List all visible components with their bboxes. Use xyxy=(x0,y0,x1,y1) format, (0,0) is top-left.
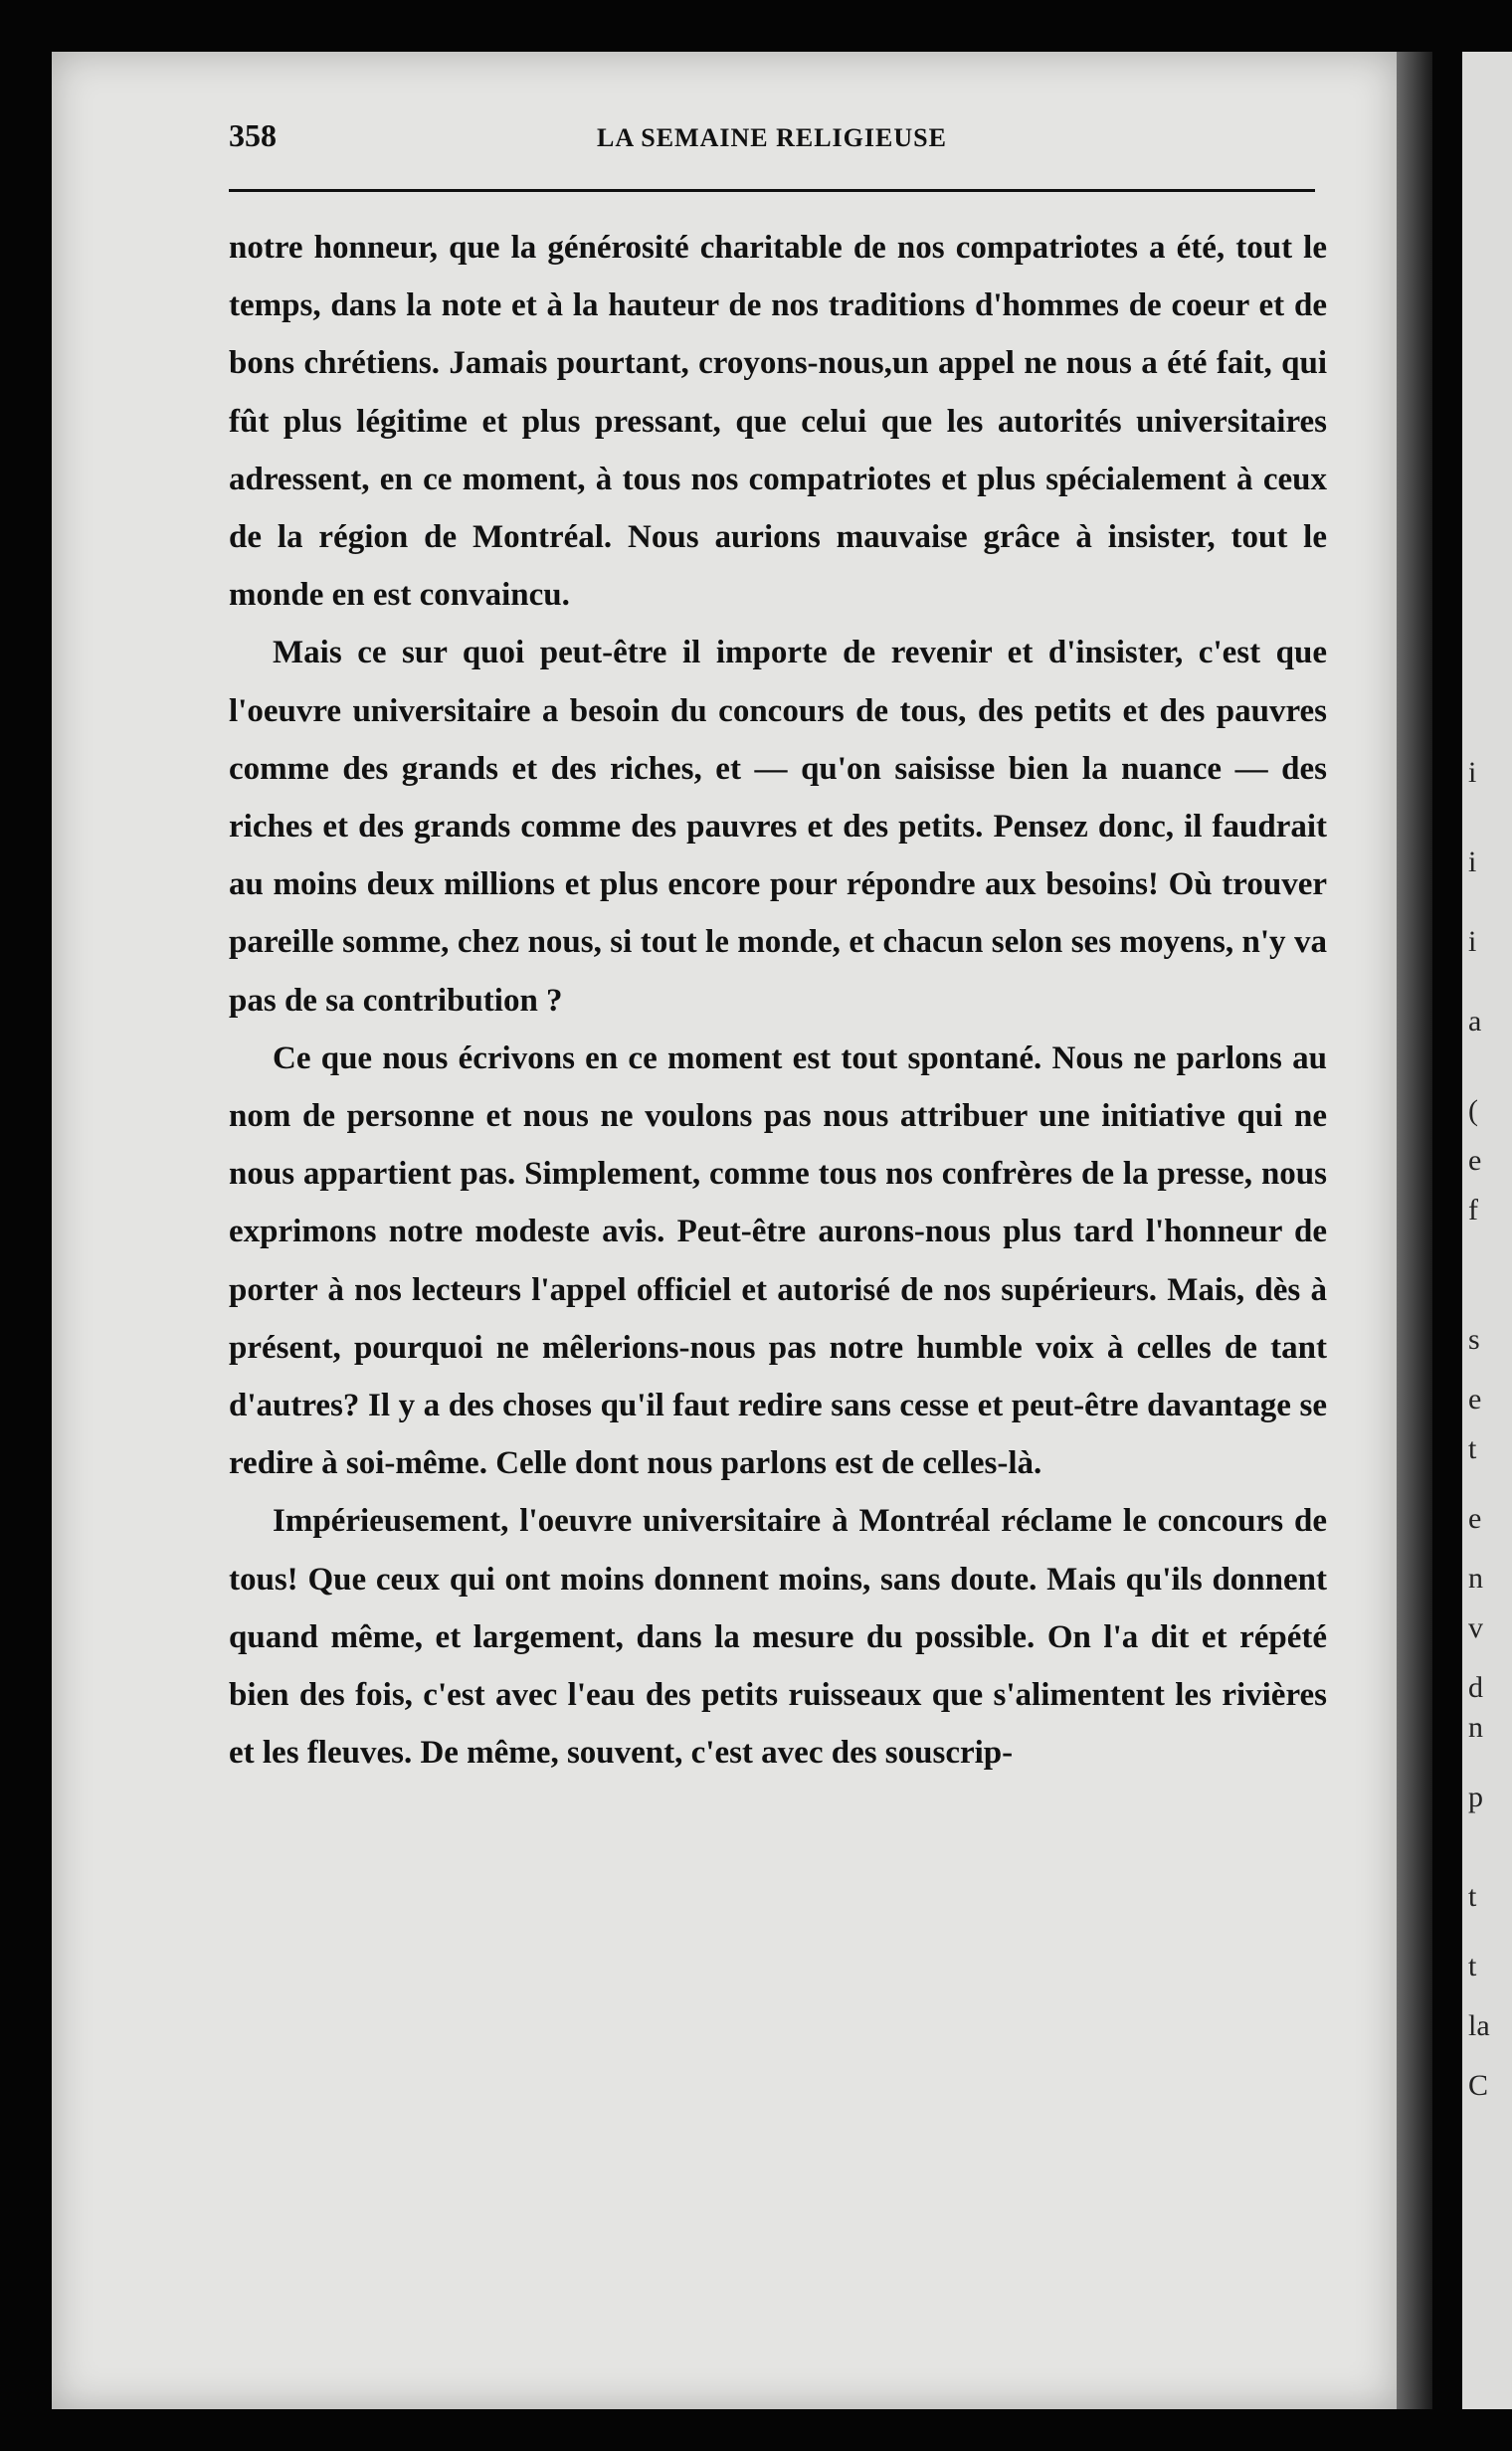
next-page-fragment: t xyxy=(1468,1950,1477,1982)
paragraph: Ce que nous écrivons en ce moment est tout spontané. Nous ne parlons au nom de personne et nous ne voulons pas nous attribuer une initiative qui ne nous appartient pas. Simplement, comme tous nos confrères de la presse, nous exprimons notre modeste avis. Peut-être aurons-nous plus tard l'honneur de porter à nos lecteurs l'appel officiel et autorisé de nos supérieurs. Mais, dès à présent, pourquoi ne mêlerions-nous pas notre humble voix à celles de tant d'autres? Il y a des choses qu'il faut redire sans cesse et peut-être davantage se redire à soi-même. Celle dont nous parlons est de celles-là. xyxy=(229,1039,1327,1482)
next-page-fragment: n xyxy=(1468,1711,1483,1744)
next-page-fragment: p xyxy=(1468,1781,1483,1813)
adjacent-page-edge xyxy=(1462,52,1512,2409)
running-title: LA SEMAINE RELIGIEUSE xyxy=(597,123,947,152)
next-page-fragment: i xyxy=(1468,925,1477,958)
page-number: 358 xyxy=(229,117,277,153)
next-page-fragment: t xyxy=(1468,1880,1477,1913)
next-page-fragment: t xyxy=(1468,1432,1477,1465)
next-page-fragment: e xyxy=(1468,1502,1482,1535)
next-page-fragment: i xyxy=(1468,846,1477,878)
paragraph: notre honneur, que la générosité charitable de nos compatriotes a été, tout le temps, dans la note et à la hauteur de nos traditions d'hommes de coeur et de bons chrétiens. Jamais pourtant, croyons-nous,un appel ne nous a été fait, qui fût plus légitime et plus pressant, que celui que les autorités universitaires adressent, en ce moment, à tous nos compatriotes et plus spécialement à ceux de la région de Montréal. Nous aurions mauvaise grâce à insister, tout le monde en est convaincu. xyxy=(229,230,1327,614)
next-page-fragment: d xyxy=(1468,1671,1483,1704)
next-page-fragment: a xyxy=(1468,1005,1482,1037)
article-body xyxy=(229,219,1327,1782)
next-page-fragment: C xyxy=(1468,2069,1489,2102)
next-page-fragment: f xyxy=(1468,1194,1478,1226)
next-page-fragment: v xyxy=(1468,1611,1483,1644)
next-page-fragment: ( xyxy=(1468,1094,1478,1127)
paragraph: Mais ce sur quoi peut-être il importe de revenir et d'insister, c'est que l'oeuvre universitaire a besoin du concours de tous, des petits et des pauvres comme des grands et des riches, et — qu'on saisisse bien la nuance — des riches et des grands comme des pauvres et des petits. Pensez donc, il faudrait au moins deux millions et plus encore pour répondre aux besoins! Où trouver pareille somme, chez nous, si tout le monde, et chacun selon ses moyens, n'y va pas de sa contribution ? xyxy=(229,635,1327,1019)
header-rule xyxy=(229,189,1315,192)
page-gutter-shadow xyxy=(1397,52,1432,2409)
next-page-fragment: n xyxy=(1468,1562,1483,1595)
next-page-fragment: i xyxy=(1468,756,1477,789)
next-page-fragment: s xyxy=(1468,1323,1480,1356)
next-page-fragment: e xyxy=(1468,1144,1482,1177)
paragraph: Impérieusement, l'oeuvre universitaire à Montréal réclame le concours de tous! Que ceux qui ont moins donnent moins, sans doute. Mais qu'ils donnent quand même, et largement, dans la mesure du possible. On l'a dit et répété bien des fois, c'est avec l'eau des petits ruisseaux que s'alimentent les rivières et les fleuves. De même, souvent, c'est avec des souscrip- xyxy=(229,1503,1327,1772)
next-page-fragment: la xyxy=(1468,2009,1490,2042)
next-page-fragment: e xyxy=(1468,1383,1482,1415)
